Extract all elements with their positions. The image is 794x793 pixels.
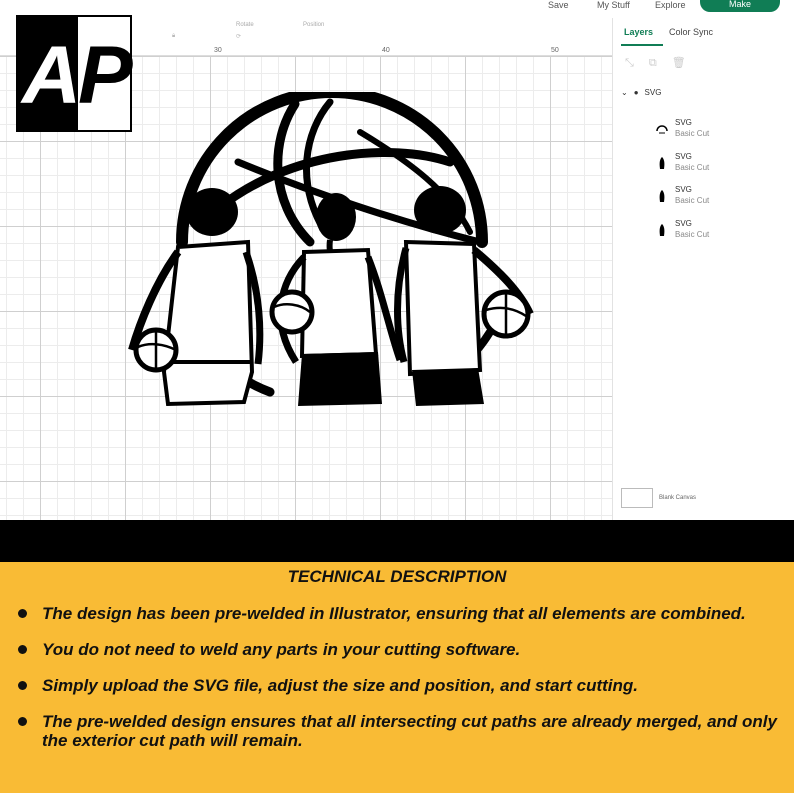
tab-color-sync[interactable]: Color Sync: [669, 27, 714, 37]
chevron-down-icon[interactable]: ⌄: [621, 88, 628, 97]
layer-operation: Basic Cut: [675, 163, 710, 172]
layer-name: SVG: [675, 185, 692, 194]
ruler-tick: 40: [382, 47, 390, 54]
ungroup-icon[interactable]: ⤡: [625, 57, 634, 69]
ruler-tick: 50: [551, 47, 559, 54]
basketball-kids-artwork[interactable]: [120, 92, 540, 410]
my-stuff-button[interactable]: My Stuff: [597, 0, 630, 10]
group-thumbnail-icon: ●: [633, 88, 639, 97]
explore-button[interactable]: Explore: [655, 0, 686, 10]
position-label: Position: [303, 22, 325, 28]
bullet-text: The design has been pre-welded in Illustrator, ensuring that all elements are combined.: [42, 604, 746, 623]
delete-icon[interactable]: 🗑︎: [671, 57, 686, 69]
blank-canvas-swatch[interactable]: [621, 488, 653, 508]
ruler-tick: 30: [214, 47, 222, 54]
layer-item[interactable]: [655, 185, 785, 215]
layer-group-svg[interactable]: [621, 88, 661, 97]
bullet-item: [18, 640, 778, 659]
bullet-text: Simply upload the SVG file, adjust the size and position, and start cutting.: [42, 676, 639, 695]
duplicate-icon[interactable]: ⧉: [648, 57, 657, 69]
panel-tabs: [613, 18, 794, 48]
active-tab-indicator: [621, 44, 663, 46]
make-button[interactable]: Make: [700, 0, 780, 12]
description-title: TECHNICAL DESCRIPTION: [287, 567, 507, 586]
rotate-icon[interactable]: ⟳: [236, 34, 242, 40]
blank-canvas-row[interactable]: [621, 488, 696, 508]
layer-item[interactable]: [655, 152, 785, 182]
layer-item[interactable]: [655, 118, 785, 148]
bullet-icon: [18, 681, 27, 690]
layer-operation: Basic Cut: [675, 129, 710, 138]
group-label: SVG: [644, 88, 662, 97]
layer-thumbnail-icon: [655, 223, 669, 237]
layer-item[interactable]: [655, 219, 785, 249]
ap-logo: [16, 15, 132, 132]
layer-operation: Basic Cut: [675, 230, 710, 239]
description-bullets: [18, 604, 778, 767]
layer-name: SVG: [675, 152, 692, 161]
bullet-item: [18, 712, 778, 750]
bullet-icon: [18, 609, 27, 618]
bullet-icon: [18, 717, 27, 726]
layer-thumbnail-icon: [655, 122, 669, 136]
layer-thumbnail-icon: [655, 156, 669, 170]
lock-icon[interactable]: 🔒︎: [172, 33, 176, 39]
blank-canvas-label: Blank Canvas: [659, 495, 697, 501]
layers-panel: [612, 18, 794, 520]
bullet-item: [18, 604, 778, 623]
technical-description-banner: [0, 562, 794, 793]
layer-name: SVG: [675, 118, 692, 127]
bullet-text: The pre-welded design ensures that all intersecting cut paths are already merged, and only the exterior cut path will remain.: [42, 712, 777, 750]
logo-letter-a: A: [22, 30, 82, 121]
tab-layers[interactable]: Layers: [624, 27, 654, 37]
layer-name: SVG: [675, 219, 692, 228]
bullet-icon: [18, 645, 27, 654]
black-band: [0, 520, 794, 562]
rotate-label: Rotate: [236, 22, 254, 28]
save-button[interactable]: Save: [548, 0, 569, 10]
bullet-item: [18, 676, 778, 695]
logo-letter-p: P: [78, 30, 133, 121]
layer-operation: Basic Cut: [675, 196, 710, 205]
layer-thumbnail-icon: [655, 189, 669, 203]
bullet-text: You do not need to weld any parts in your cutting software.: [42, 640, 521, 659]
layer-tools: [625, 56, 698, 70]
